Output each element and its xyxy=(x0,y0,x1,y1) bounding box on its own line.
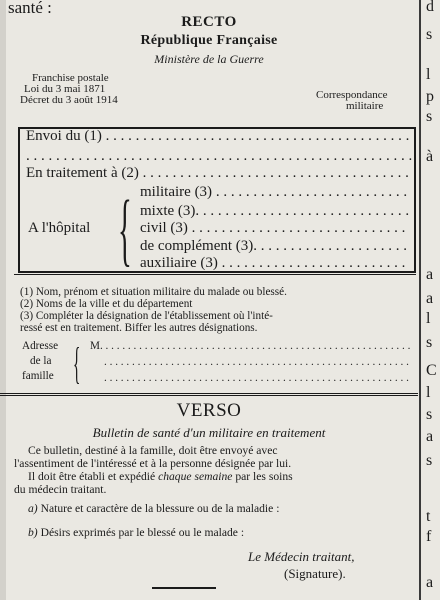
right-column-letter: a xyxy=(426,290,434,307)
item-b-text: Désirs exprimés par le blessé ou le malade : xyxy=(40,526,245,539)
option-label: de complément (3). xyxy=(140,238,258,254)
verso-paragraph-1a: Ce bulletin, destiné à la famille, doit être envoyé avec xyxy=(28,444,278,457)
item-b xyxy=(28,526,244,539)
item-a-label: a) xyxy=(28,502,38,515)
verso-paragraph-2a xyxy=(28,470,293,483)
address-line-3 xyxy=(104,372,412,384)
republic-heading: République Française xyxy=(140,33,278,48)
right-column-letter: p xyxy=(426,88,434,105)
option-mixte xyxy=(140,203,410,220)
right-column-letter: s xyxy=(426,452,433,469)
right-column-letter: a xyxy=(426,266,434,283)
correspondance-label: Correspondance xyxy=(316,89,388,101)
franchise-decree: Décret du 3 août 1914 xyxy=(20,94,118,106)
footnote-2: (2) Noms de la ville et du département xyxy=(20,298,193,310)
hopital-brace: { xyxy=(118,183,132,274)
right-column-letter: a xyxy=(426,428,434,445)
option-militaire xyxy=(140,184,410,201)
address-prefix: M. xyxy=(90,340,103,352)
right-column-letter: s xyxy=(426,406,433,423)
right-column-letter: s xyxy=(426,108,433,125)
envoi-dotted-line xyxy=(26,148,412,165)
right-column-letter: f xyxy=(426,528,432,545)
hopital-label: A l'hôpital xyxy=(28,220,91,236)
right-column-letter: à xyxy=(426,148,434,165)
signer-title: Le Médecin traitant, xyxy=(248,549,355,564)
franchise-law: Loi du 3 mai 1871 xyxy=(24,83,106,95)
footnote-3: (3) Compléter la désignation de l'établissement où l'inté- xyxy=(20,310,273,322)
footnote-1: (1) Nom, prénom et situation militaire du malade ou blessé. xyxy=(20,286,287,298)
right-column-letter: l xyxy=(426,66,431,83)
franchise-line: Franchise postale xyxy=(32,72,109,84)
section-separator xyxy=(0,393,418,396)
address-brace: { xyxy=(73,339,81,388)
option-label: auxiliaire (3) xyxy=(140,255,218,271)
verso-text: Il doit être établi et expédié xyxy=(28,470,156,483)
verso-paragraph-2b: du médecin traitant. xyxy=(14,483,107,496)
ministry-heading: Ministère de la Guerre xyxy=(154,52,264,66)
verso-title: VERSO xyxy=(176,400,242,421)
right-column-letter: d xyxy=(426,0,434,15)
option-label: mixte (3). xyxy=(140,203,200,219)
right-column-letter: s xyxy=(426,26,433,43)
right-column-letter: l xyxy=(426,384,431,401)
right-column-letter: a xyxy=(426,574,434,591)
section-heading: santé : xyxy=(8,0,52,17)
right-column-letter: s xyxy=(426,334,433,351)
verso-text: par les soins xyxy=(235,470,293,483)
item-a xyxy=(28,502,279,515)
option-label: militaire (3) xyxy=(140,184,213,200)
envoi-field xyxy=(26,128,412,145)
envoi-label: Envoi du (1) xyxy=(26,128,102,144)
column-rule xyxy=(419,0,421,600)
option-auxiliaire xyxy=(140,255,410,272)
option-civil xyxy=(140,220,410,237)
end-rule xyxy=(152,587,216,589)
correspondance-military: militaire xyxy=(346,100,384,112)
traitement-label: En traitement à (2) xyxy=(26,165,139,181)
verso-subtitle: Bulletin de santé d'un militaire en traitement xyxy=(92,425,326,440)
right-column-letter: t xyxy=(426,508,431,525)
left-column-fragment xyxy=(0,0,6,600)
form-box-shadow xyxy=(14,274,416,275)
address-line-2 xyxy=(104,356,412,368)
right-column-letter: C xyxy=(426,362,437,379)
item-b-label: b) xyxy=(28,526,38,539)
verso-emphasis: chaque semaine xyxy=(158,470,233,483)
address-label-2: de la xyxy=(30,355,52,367)
signature-label: (Signature). xyxy=(284,566,346,581)
verso-paragraph-1b: l'assentiment de l'intéressé et à la personne désignée par lui. xyxy=(14,457,292,470)
address-label-3: famille xyxy=(22,370,54,382)
option-label: civil (3) xyxy=(140,220,188,236)
traitement-field xyxy=(26,165,412,182)
item-a-text: Nature et caractère de la blessure ou de la maladie : xyxy=(40,502,280,515)
right-column-letter: l xyxy=(426,310,431,327)
address-line-1 xyxy=(90,340,412,352)
address-label-1: Adresse xyxy=(22,340,59,352)
footnote-4: ressé est en traitement. Biffer les autres désignations. xyxy=(20,322,258,334)
option-complement xyxy=(140,238,410,255)
recto-title: RECTO xyxy=(181,14,237,30)
